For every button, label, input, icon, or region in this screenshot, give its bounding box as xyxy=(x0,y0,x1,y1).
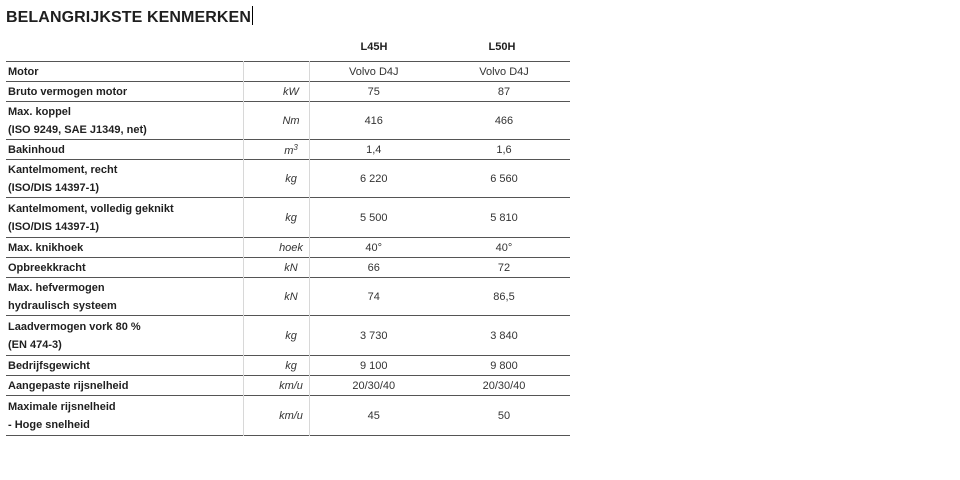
spec-label-line: Max. knikhoek xyxy=(8,241,84,254)
spec-unit xyxy=(243,278,309,316)
spec-label xyxy=(6,316,243,356)
spec-unit xyxy=(243,198,309,238)
spec-label-line: (ISO/DIS 14397-1) xyxy=(8,181,100,194)
spec-unit-text: kg xyxy=(285,329,297,342)
spec-label-line: (EN 474-3) xyxy=(8,338,62,351)
spec-unit xyxy=(243,82,309,102)
model-header-l45h: L45H xyxy=(360,41,388,53)
spec-value-l45h: 5 500 xyxy=(309,198,438,238)
spec-value-l50h: 72 xyxy=(497,261,511,274)
spec-value-l50h: 1,6 xyxy=(496,143,512,156)
spec-unit xyxy=(243,356,309,376)
table-row xyxy=(6,140,570,160)
spec-label-line: (ISO/DIS 14397-1) xyxy=(8,220,100,233)
spec-label-line: (ISO 9249, SAE J1349, net) xyxy=(8,123,147,136)
table-row xyxy=(6,316,570,356)
table-row xyxy=(6,356,570,376)
spec-label xyxy=(6,102,243,140)
spec-label-line: Bedrijfsgewicht xyxy=(8,359,90,372)
spec-value-l50h: 466 xyxy=(494,114,514,127)
spec-value-l45h: 3 730 xyxy=(309,316,438,356)
spec-unit-text: kg xyxy=(285,359,297,372)
spec-value-l45h: 9 100 xyxy=(309,356,438,376)
spec-label xyxy=(6,238,243,258)
spec-label-line: Aangepaste rijsnelheid xyxy=(8,379,129,392)
spec-label-line: Max. koppel xyxy=(8,105,71,118)
spec-unit xyxy=(243,238,309,258)
spec-label-line: Kantelmoment, recht xyxy=(8,163,118,176)
spec-unit xyxy=(243,396,309,436)
spec-value-l50h: Volvo D4J xyxy=(479,65,529,78)
spec-unit xyxy=(243,140,309,160)
spec-value-l45h: 75 xyxy=(309,82,438,102)
spec-label xyxy=(6,160,243,198)
spec-unit-text: km/u xyxy=(279,409,303,422)
spec-value-l45h: 416 xyxy=(309,102,438,140)
spec-table-body xyxy=(6,62,570,436)
spec-label xyxy=(6,198,243,238)
spec-unit xyxy=(243,376,309,396)
spec-table xyxy=(6,61,570,436)
table-row xyxy=(6,238,570,258)
spec-unit xyxy=(243,160,309,198)
spec-value-l45h: 1,4 xyxy=(309,140,438,160)
spec-label xyxy=(6,356,243,376)
spec-unit-superscript: 3 xyxy=(293,142,298,152)
spec-label xyxy=(6,140,243,160)
spec-label xyxy=(6,62,243,82)
table-row xyxy=(6,102,570,140)
spec-value-l50h: 86,5 xyxy=(493,290,515,303)
spec-value-l45h: Volvo D4J xyxy=(309,62,438,82)
table-row xyxy=(6,82,570,102)
spec-label-line: Kantelmoment, volledig geknikt xyxy=(8,202,174,215)
table-row xyxy=(6,376,570,396)
spec-value-l45h: 45 xyxy=(309,396,438,436)
page-title-text: BELANGRIJKSTE KENMERKEN xyxy=(6,9,251,26)
spec-label xyxy=(6,258,243,278)
spec-value-l50h: 40° xyxy=(495,241,513,254)
spec-label xyxy=(6,396,243,436)
spec-value-l50h: 6 560 xyxy=(490,172,518,185)
spec-unit xyxy=(243,62,309,82)
table-row xyxy=(6,62,570,82)
spec-value-l50h: 5 810 xyxy=(490,211,518,224)
spec-unit-text: hoek xyxy=(279,241,303,254)
spec-value-l50h: 9 800 xyxy=(490,359,518,372)
spec-value-l45h: 6 220 xyxy=(309,160,438,198)
table-row xyxy=(6,396,570,436)
spec-value-l45h: 66 xyxy=(309,258,438,278)
spec-unit-text: km/u xyxy=(279,379,303,392)
spec-label xyxy=(6,278,243,316)
spec-unit xyxy=(243,316,309,356)
spec-label-line: Max. hefvermogen xyxy=(8,281,105,294)
spec-label-line: Opbreekkracht xyxy=(8,261,86,274)
spec-label-line: - Hoge snelheid xyxy=(8,418,90,431)
spec-unit-text: kg xyxy=(285,172,297,185)
table-row xyxy=(6,278,570,316)
spec-label-line: Bakinhoud xyxy=(8,143,65,156)
spec-value-l50h: 50 xyxy=(497,409,511,422)
spec-label-line: Motor xyxy=(8,65,39,78)
spec-label-line: Maximale rijsnelheid xyxy=(8,400,116,413)
spec-value-l45h: 20/30/40 xyxy=(309,376,438,396)
spec-label-line: hydraulisch systeem xyxy=(8,299,117,312)
spec-value-l45h: 74 xyxy=(309,278,438,316)
spec-unit-text: kg xyxy=(285,211,297,224)
text-cursor xyxy=(252,6,253,25)
spec-unit-text: Nm xyxy=(282,114,300,127)
page-title xyxy=(6,6,253,27)
table-row xyxy=(6,198,570,238)
model-header-l50h: L50H xyxy=(488,41,516,53)
spec-unit-text: kN xyxy=(284,290,298,303)
model-header-row xyxy=(6,36,570,60)
spec-unit-text: m xyxy=(284,144,294,157)
spec-value-l50h: 87 xyxy=(497,85,511,98)
spec-value-l50h: 3 840 xyxy=(490,329,518,342)
spec-value-l50h: 20/30/40 xyxy=(482,379,526,392)
spec-label-line: Bruto vermogen motor xyxy=(8,85,128,98)
table-row xyxy=(6,258,570,278)
spec-value-l45h: 40° xyxy=(309,238,438,258)
spec-unit xyxy=(243,102,309,140)
spec-label xyxy=(6,376,243,396)
spec-label-line: Laadvermogen vork 80 % xyxy=(8,320,141,333)
spec-unit-text: kN xyxy=(284,261,298,274)
spec-label xyxy=(6,82,243,102)
table-row xyxy=(6,160,570,198)
spec-unit-text: kW xyxy=(283,85,299,98)
spec-unit xyxy=(243,258,309,278)
